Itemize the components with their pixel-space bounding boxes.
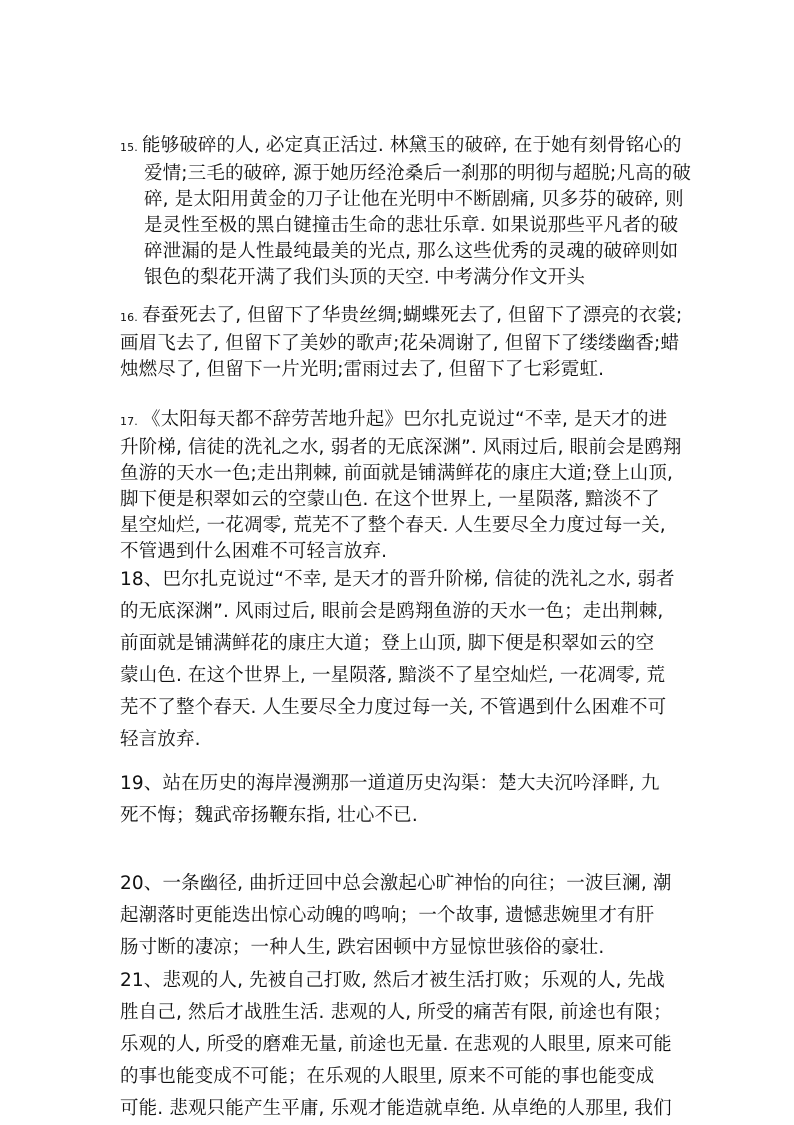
paragraph-20: [120, 868, 680, 964]
text-line: 19、站在历史的海岸漫溯那一道道历史沟渠：楚大夫沉吟泽畔, 九: [120, 773, 660, 794]
text-line: 肠寸断的凄凉；一种人生, 跌宕困顿中方显惊世骇俗的豪壮.: [120, 937, 605, 958]
paragraph-16: [120, 303, 683, 383]
paragraph-17: [120, 407, 680, 565]
text-line: 爱情;三毛的破碎, 源于她历经沧桑后一刹那的明彻与超脱;凡高的破: [144, 163, 692, 184]
paragraph-number: 20、: [120, 873, 163, 894]
paragraph-19: [120, 768, 680, 832]
text-line: 脚下便是积翠如云的空蒙山色. 在这个世界上, 一星陨落, 黯淡不了: [120, 489, 660, 510]
text-line: 的事也能变成不可能；在乐观的人眼里, 原来不可能的事也能变成: [120, 1066, 655, 1087]
text-line: 起潮落时更能迭出惊心动魄的鸣响；一个故事, 遗憾悲婉里才有肝: [120, 905, 655, 926]
paragraph-number: 17.: [120, 415, 138, 428]
text-line: 是灵性至极的黑白键撞击生命的悲壮乐章. 如果说那些平凡者的破: [144, 215, 679, 236]
paragraph-21: [120, 965, 680, 1125]
text-line: 17. 《太阳每天都不辞劳苦地升起》巴尔扎克说过“不幸, 是天才的进: [120, 409, 668, 430]
text-line: 碎, 是太阳用黄金的刀子让他在光明中不断剧痛, 贝多芬的破碎, 则: [144, 189, 684, 210]
paragraph-number: 19、: [120, 773, 163, 794]
text-line: 画眉飞去了, 但留下了美妙的歌声;花朵凋谢了, 但留下了缕缕幽香;蜡: [120, 333, 680, 354]
text-line: 轻言放弃.: [120, 729, 201, 750]
text-line: 胜自己, 然后才战胜生活. 悲观的人, 所受的痛苦有限, 前途也有限；: [120, 1002, 672, 1023]
text-line: 不管遇到什么困难不可轻言放弃.: [120, 541, 388, 562]
text-line: 前面就是铺满鲜花的康庄大道；登上山顶, 脚下便是积翠如云的空: [120, 633, 655, 654]
text-line: 星空灿烂, 一花凋零, 荒芜不了整个春天. 人生要尽全力度过每一关,: [120, 515, 666, 536]
text-line: 烛燃尽了, 但留下一片光明;雷雨过去了, 但留下了七彩霓虹.: [120, 359, 605, 380]
text-line: 银色的梨花开满了我们头顶的天空. 中考满分作文开头: [144, 267, 586, 288]
text-line: 可能. 悲观只能产生平庸, 乐观才能造就卓绝. 从卓绝的人那里, 我们: [120, 1098, 672, 1119]
text-line: 芜不了整个春天. 人生要尽全力度过每一关, 不管遇到什么困难不可: [120, 697, 667, 718]
paragraph-number: 15.: [120, 141, 138, 154]
text-line: 乐观的人, 所受的磨难无量, 前途也无量. 在悲观的人眼里, 原来可能: [120, 1034, 672, 1055]
text-line: 21、悲观的人, 先被自己打败, 然后才被生活打败；乐观的人, 先战: [120, 970, 665, 991]
paragraph-number: 16.: [120, 311, 138, 324]
paragraph-number: 18、: [120, 569, 163, 590]
paragraph-number: 21、: [120, 970, 163, 991]
text-line: 蒙山色. 在这个世界上, 一星陨落, 黯淡不了星空灿烂, 一花凋零, 荒: [120, 665, 666, 686]
text-line: 15. 能够破碎的人, 必定真正活过. 林黛玉的破碎, 在于她有刻骨铭心的: [120, 135, 682, 156]
text-line: 碎泄漏的是人性最纯最美的光点, 那么这些优秀的灵魂的破碎则如: [144, 241, 679, 262]
text-line: 20、一条幽径, 曲折迂回中总会激起心旷神怡的向往；一波巨澜, 潮: [120, 873, 672, 894]
text-line: 鱼游的天水一色;走出荆棘, 前面就是铺满鲜花的康庄大道;登上山顶,: [120, 463, 674, 484]
text-line: 的无底深渊”. 风雨过后, 眼前会是鸥翔鱼游的天水一色；走出荆棘,: [120, 601, 664, 622]
text-line: 升阶梯, 信徒的洗礼之水, 弱者的无底深渊”. 风雨过后, 眼前会是鸥翔: [120, 437, 682, 458]
paragraph-15: [120, 133, 692, 291]
text-line: 18、巴尔扎克说过“不幸, 是天才的晋升阶梯, 信徒的洗礼之水, 弱者: [120, 569, 675, 590]
text-line: 死不悔；魏武帝扬鞭东指, 壮心不已.: [120, 805, 418, 826]
paragraph-18: [120, 564, 680, 756]
text-line: 16. 春蚕死去了, 但留下了华贵丝绸;蝴蝶死去了, 但留下了漂亮的衣裳;: [120, 305, 683, 326]
